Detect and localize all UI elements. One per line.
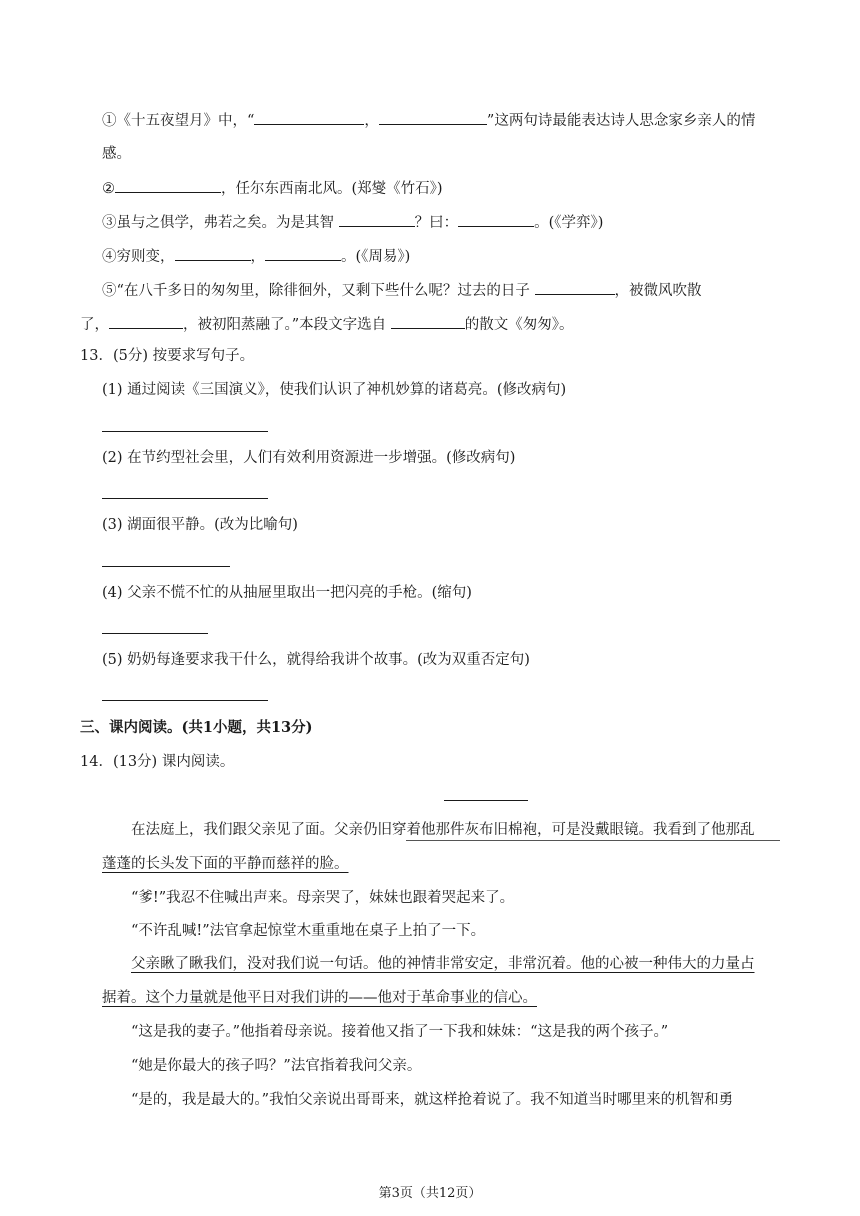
fill-blank[interactable] bbox=[265, 246, 341, 261]
q13-title: 13．(5分) 按要求写句子。 bbox=[80, 348, 255, 364]
fill-blank[interactable] bbox=[109, 314, 183, 329]
passage-para1-line1: 在法庭上，我们跟父亲见了面。父亲仍旧穿着他那件灰布旧棉袍，可是没戴眼镜。我看到了他那乱 bbox=[131, 822, 755, 838]
title-blank[interactable] bbox=[444, 800, 528, 801]
answer-line[interactable] bbox=[102, 431, 268, 432]
fill-blank[interactable] bbox=[254, 110, 364, 125]
q12-item4: ④穷则变， ， 。(《周易》) bbox=[102, 246, 410, 267]
fill-blank[interactable] bbox=[175, 246, 251, 261]
passage-para4-line2 bbox=[102, 988, 537, 1008]
q12-item3: ③虽与之俱学，弗若之矣。为是其智 ？曰： 。(《学弈》) bbox=[102, 212, 603, 233]
passage-para7: “是的，我是最大的。”我怕父亲说出哥哥来，就这样抢着说了。我不知道当时哪里来的机智和勇 bbox=[131, 1092, 734, 1108]
fill-blank[interactable] bbox=[379, 110, 487, 125]
passage-para1-line2 bbox=[102, 854, 349, 874]
passage-para5: “这是我的妻子。”他指着母亲说。接着他又指了一下我和妹妹：“这是我的两个孩子。” bbox=[131, 1024, 669, 1040]
q13-sentence-3: (3) 湖面很平静。(改为比喻句) bbox=[102, 517, 298, 533]
q13-sentence-4: (4) 父亲不慌不忙的从抽屉里取出一把闪亮的手枪。(缩句) bbox=[102, 585, 472, 601]
answer-line[interactable] bbox=[102, 566, 230, 567]
fill-blank[interactable] bbox=[391, 314, 465, 329]
fill-blank[interactable] bbox=[339, 212, 415, 227]
underlined-text: 蓬蓬的长头发下面的平静而慈祥的脸。 bbox=[102, 856, 349, 872]
underlined-text: 父亲瞅了瞅我们，没对我们说一句话。他的神情非常安定，非常沉着。他的心被一种伟大的力量占 bbox=[131, 956, 755, 972]
fill-blank[interactable] bbox=[458, 212, 534, 227]
passage-para3: “不许乱喊!”法官拿起惊堂木重重地在桌子上拍了一下。 bbox=[131, 923, 486, 939]
wavy-underline bbox=[406, 840, 780, 841]
answer-line[interactable] bbox=[102, 700, 268, 701]
section-heading: 三、课内阅读。(共1小题，共13分) bbox=[80, 719, 313, 736]
q12-item2: ② ，任尔东西南北风。(郑燮《竹石》) bbox=[102, 178, 443, 199]
q12-item5-line1: ⑤“在八千多日的匆匆里，除徘徊外，又剩下些什么呢？过去的日子 ，被微风吹散 bbox=[102, 280, 702, 301]
underlined-text: 据着。这个力量就是他平日对我们讲的——他对于革命事业的信心。 bbox=[102, 990, 537, 1006]
q12-item5-line2: 了， ，被初阳蒸融了。”本段文字选自 的散文《匆匆》。 bbox=[80, 314, 574, 335]
q12-item1-line2: 感。 bbox=[102, 146, 131, 162]
q13-sentence-1: (1) 通过阅读《三国演义》，使我们认识了神机妙算的诸葛亮。(修改病句) bbox=[102, 382, 567, 398]
fill-blank[interactable] bbox=[115, 178, 221, 193]
q12-item1-line1: ①《十五夜望月》中，“ ， ”这两句诗最能表达诗人思念家乡亲人的情 bbox=[102, 110, 755, 131]
q13-sentence-5: (5) 奶奶每逢要求我干什么，就得给我讲个故事。(改为双重否定句) bbox=[102, 652, 530, 668]
answer-line[interactable] bbox=[102, 498, 268, 499]
passage-para6: “她是你最大的孩子吗？”法官指着我问父亲。 bbox=[131, 1058, 422, 1074]
q13-sentence-2: (2) 在节约型社会里，人们有效利用资源进一步增强。(修改病句) bbox=[102, 450, 516, 466]
page-footer: 第3页（共12页） bbox=[378, 1186, 482, 1201]
passage-para4-line1 bbox=[131, 954, 755, 974]
passage-para2: “爹!”我忍不住喊出声来。母亲哭了，妹妹也跟着哭起来了。 bbox=[131, 890, 515, 906]
q14-title: 14．(13分) 课内阅读。 bbox=[80, 754, 235, 770]
answer-line[interactable] bbox=[102, 633, 208, 634]
q12-item1-prefix: ①《十五夜望月》中，“ bbox=[102, 113, 255, 129]
fill-blank[interactable] bbox=[535, 280, 615, 295]
